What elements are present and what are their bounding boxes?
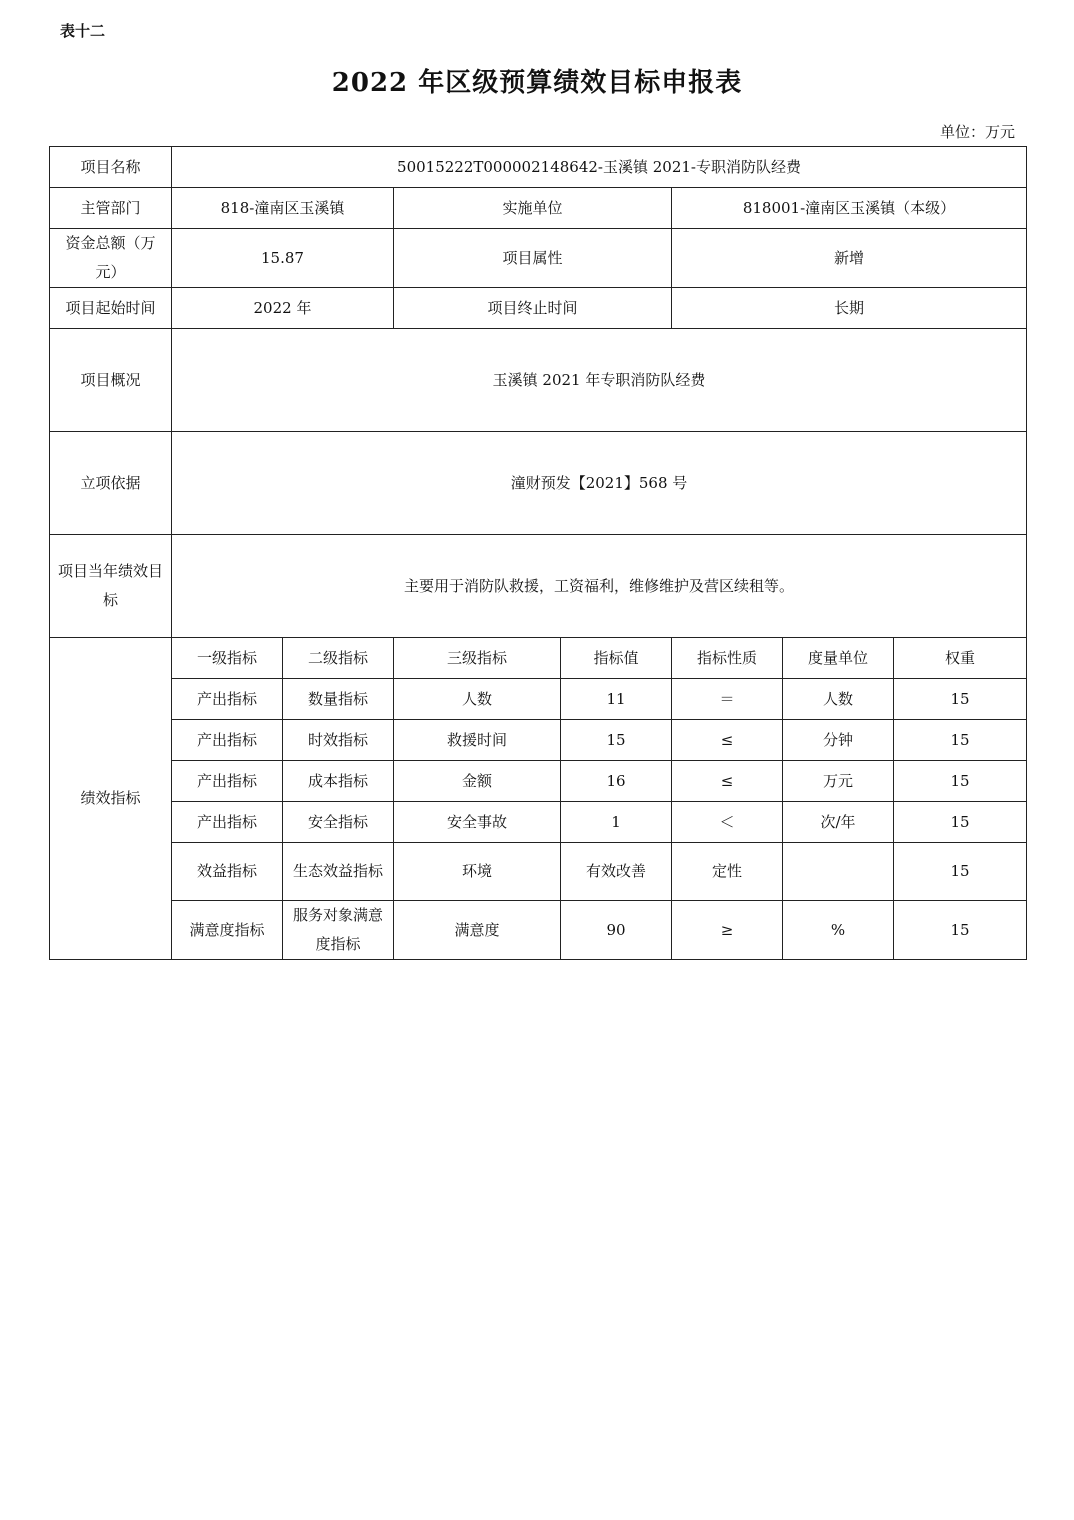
- row-funds: [50, 229, 1027, 288]
- indicator-nature: ≤: [672, 761, 783, 802]
- table-number: 表十二: [60, 22, 106, 40]
- indicator-value: 11: [561, 679, 672, 720]
- impl-label: 实施单位: [394, 188, 672, 229]
- indicator-weight: 15: [894, 720, 1027, 761]
- goal-value: 主要用于消防队救援，工资福利，维修维护及营区续租等。: [172, 535, 1027, 638]
- indicator-value: 15: [561, 720, 672, 761]
- table-row: [50, 679, 1027, 720]
- indicator-weight: 15: [894, 901, 1027, 960]
- indicator-l1: 效益指标: [172, 843, 283, 901]
- indicator-nature: ≤: [672, 720, 783, 761]
- table-row: [50, 901, 1027, 960]
- indicator-value: 有效改善: [561, 843, 672, 901]
- indicator-unit: 万元: [783, 761, 894, 802]
- indicator-unit: 人数: [783, 679, 894, 720]
- indicator-nature: ＜: [672, 802, 783, 843]
- indicator-header-row: [50, 638, 1027, 679]
- start-label: 项目起始时间: [50, 288, 172, 329]
- indicator-l1: 产出指标: [172, 720, 283, 761]
- end-value: 长期: [672, 288, 1027, 329]
- goal-label: 项目当年绩效目标: [50, 535, 172, 638]
- header-l2: 二级指标: [283, 638, 394, 679]
- basis-value: 潼财预发【2021】568 号: [172, 432, 1027, 535]
- indicator-l2: 时效指标: [283, 720, 394, 761]
- indicator-l3: 人数: [394, 679, 561, 720]
- table-row: [50, 802, 1027, 843]
- page-title: 2022 年区级预算绩效目标申报表: [331, 68, 743, 98]
- indicator-l2: 生态效益指标: [283, 843, 394, 901]
- indicator-l1: 产出指标: [172, 761, 283, 802]
- indicator-unit: [783, 843, 894, 901]
- indicator-l3: 安全事故: [394, 802, 561, 843]
- header-l1: 一级指标: [172, 638, 283, 679]
- indicator-unit: 分钟: [783, 720, 894, 761]
- indicator-value: 90: [561, 901, 672, 960]
- indicator-weight: 15: [894, 802, 1027, 843]
- attr-value: 新增: [672, 229, 1027, 288]
- indicator-nature: ≥: [672, 901, 783, 960]
- indicator-weight: 15: [894, 843, 1027, 901]
- indicator-unit: %: [783, 901, 894, 960]
- funds-value: 15.87: [172, 229, 394, 288]
- indicator-l3: 救援时间: [394, 720, 561, 761]
- indicator-l2: 成本指标: [283, 761, 394, 802]
- attr-label: 项目属性: [394, 229, 672, 288]
- project-name-label: 项目名称: [50, 147, 172, 188]
- indicators-section-label: 绩效指标: [50, 638, 172, 960]
- row-department: [50, 188, 1027, 229]
- header-value: 指标值: [561, 638, 672, 679]
- indicator-l3: 环境: [394, 843, 561, 901]
- table-row: [50, 843, 1027, 901]
- header-nature: 指标性质: [672, 638, 783, 679]
- table-row: [50, 761, 1027, 802]
- overview-value: 玉溪镇 2021 年专职消防队经费: [172, 329, 1027, 432]
- indicator-l2: 安全指标: [283, 802, 394, 843]
- indicator-unit: 次/年: [783, 802, 894, 843]
- indicator-weight: 15: [894, 679, 1027, 720]
- row-overview: [50, 329, 1027, 432]
- indicator-value: 1: [561, 802, 672, 843]
- funds-label: 资金总额（万元）: [50, 229, 172, 288]
- indicator-l2: 服务对象满意度指标: [283, 901, 394, 960]
- header-weight: 权重: [894, 638, 1027, 679]
- row-goal: [50, 535, 1027, 638]
- indicator-value: 16: [561, 761, 672, 802]
- end-label: 项目终止时间: [394, 288, 672, 329]
- table-row: [50, 720, 1027, 761]
- header-l3: 三级指标: [394, 638, 561, 679]
- row-project-name: [50, 147, 1027, 188]
- indicator-l3: 金额: [394, 761, 561, 802]
- row-time: [50, 288, 1027, 329]
- indicator-nature: ＝: [672, 679, 783, 720]
- indicator-nature: 定性: [672, 843, 783, 901]
- budget-performance-table: [49, 146, 1027, 960]
- basis-label: 立项依据: [50, 432, 172, 535]
- indicator-l3: 满意度: [394, 901, 561, 960]
- indicator-l1: 产出指标: [172, 802, 283, 843]
- indicator-l1: 满意度指标: [172, 901, 283, 960]
- overview-label: 项目概况: [50, 329, 172, 432]
- project-name-value: 50015222T000002148642-玉溪镇 2021-专职消防队经费: [172, 147, 1027, 188]
- start-value: 2022 年: [172, 288, 394, 329]
- indicator-l2: 数量指标: [283, 679, 394, 720]
- header-unit: 度量单位: [783, 638, 894, 679]
- unit-label: 单位：万元: [939, 123, 1015, 141]
- dept-value: 818-潼南区玉溪镇: [172, 188, 394, 229]
- indicator-weight: 15: [894, 761, 1027, 802]
- row-basis: [50, 432, 1027, 535]
- dept-label: 主管部门: [50, 188, 172, 229]
- indicator-l1: 产出指标: [172, 679, 283, 720]
- impl-value: 818001-潼南区玉溪镇（本级）: [672, 188, 1027, 229]
